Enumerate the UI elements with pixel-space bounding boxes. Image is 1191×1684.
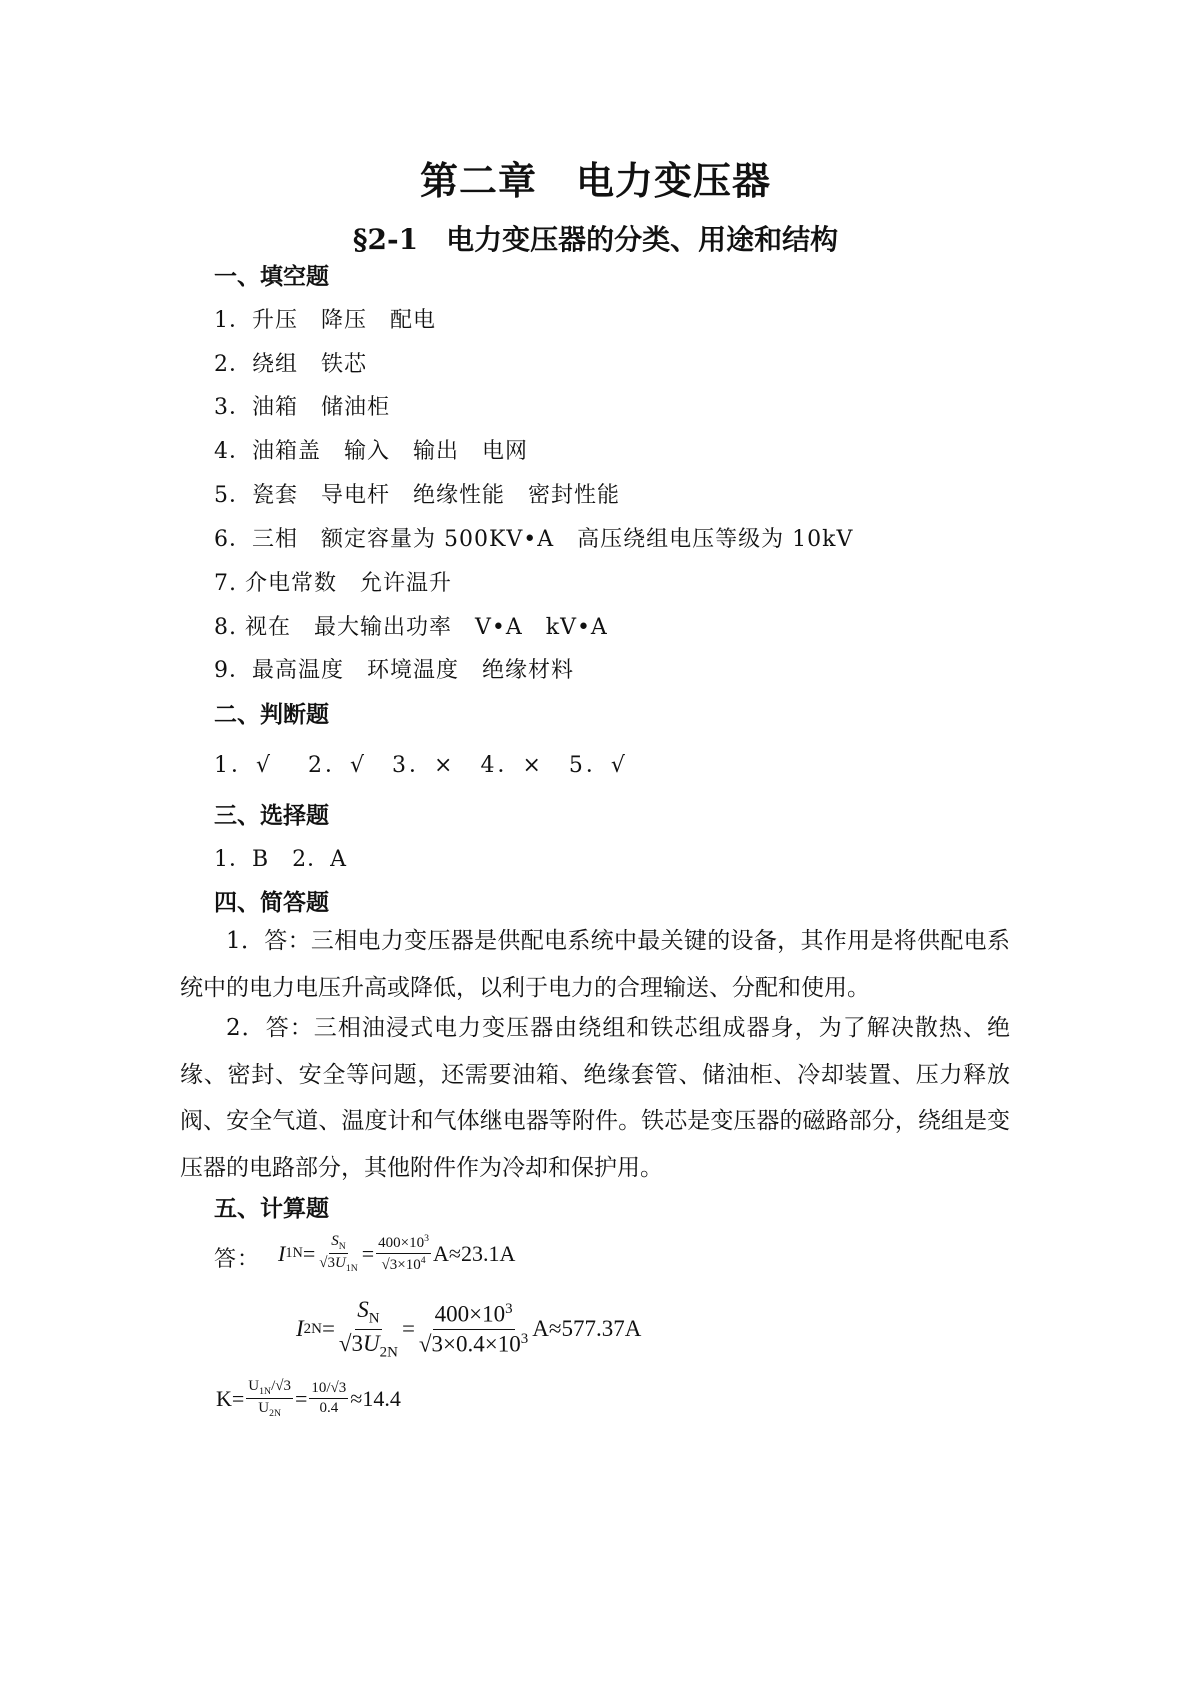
- eq1-den1-var: U: [334, 1255, 346, 1271]
- eq2-den1-var: U: [363, 1330, 380, 1356]
- eq2-num1: S: [357, 1297, 369, 1322]
- equation-i2n: [296, 1297, 641, 1361]
- fill-blank-item: 6．三相 额定容量为 500KV•A 高压绕组电压等级为 10kV: [214, 527, 854, 552]
- eq1-num2: 400×10: [378, 1235, 425, 1251]
- multiple-choice-heading: 三、选择题: [214, 802, 329, 829]
- eq3-lhs: K=: [216, 1385, 245, 1411]
- eq1-den1-sub: 1N: [345, 1263, 358, 1274]
- fill-blank-item: 1．升压 降压 配电: [214, 308, 436, 333]
- fill-blank-item: 5．瓷套 导电杆 绝缘性能 密封性能: [214, 483, 620, 508]
- eq3-fraction-symbolic: [246, 1378, 293, 1419]
- calculation-heading: 五、计算题: [214, 1195, 329, 1222]
- eq2-result: A≈577.37A: [532, 1316, 642, 1342]
- eq1-result: A≈23.1A: [433, 1240, 516, 1266]
- eq1-fraction-symbolic: [317, 1233, 360, 1274]
- fill-blank-heading: 一、填空题: [214, 263, 329, 290]
- eq1-num1-sub: N: [338, 1241, 346, 1252]
- fill-blank-item: 8. 视在 最大输出功率 V•A kV•A: [214, 615, 608, 640]
- multiple-choice-answers: 1．B 2．A: [214, 847, 348, 872]
- eq1-num1: S: [331, 1233, 339, 1249]
- fill-blank-item: 3．油箱 储油柜: [214, 395, 390, 420]
- eq1-equals-2: =: [361, 1240, 375, 1266]
- fill-blank-item: 2．绕组 铁芯: [214, 352, 367, 377]
- chapter-title: 第二章 电力变压器: [419, 158, 771, 203]
- fill-blank-item: 9．最高温度 环境温度 绝缘材料: [214, 658, 574, 683]
- section-title: §2-1 电力变压器的分类、用途和结构: [352, 223, 839, 256]
- fill-blank-item: 7. 介电常数 允许温升: [214, 571, 452, 596]
- eq2-lhs: I: [296, 1316, 304, 1342]
- eq3-den2: 0.4: [319, 1400, 339, 1416]
- short-answer-2: 2．答：三相油浸式电力变压器由绕组和铁芯组成器身，为了解决散热、绝缘、密封、安全等问题，还需要油箱、绝缘套管、储油柜、冷却装置、压力释放阀、安全气道、温度计和气体继电器等附件。铁芯是变压器的磁路部分，绕组是变压器的电路部分，其他附件作为冷却和保护用。: [180, 1015, 1010, 1181]
- eq1-fraction-numeric: [376, 1233, 431, 1274]
- eq2-num2-sup: 3: [505, 1300, 513, 1317]
- equation-i1n: [278, 1233, 515, 1274]
- eq2-fraction-symbolic: [337, 1297, 400, 1361]
- eq3-num1-tail: /√3: [271, 1378, 291, 1394]
- eq1-equals: =: [302, 1240, 316, 1266]
- eq2-num1-sub: N: [368, 1310, 380, 1327]
- eq3-fraction-numeric: [309, 1380, 348, 1417]
- true-false-answers: 1．√ 2．√ 3．× 4．× 5．√: [214, 753, 628, 778]
- eq2-den2-sup: 3: [520, 1330, 529, 1347]
- eq1-den2: √3×10: [381, 1257, 421, 1273]
- true-false-heading: 二、判断题: [214, 701, 329, 728]
- short-answer-heading: 四、简答题: [214, 889, 329, 916]
- eq1-lhs: I: [278, 1240, 286, 1266]
- eq3-num1: U: [248, 1378, 260, 1394]
- equation-k: [216, 1378, 401, 1419]
- eq2-equals: =: [321, 1316, 335, 1342]
- eq1-den2-sup: 4: [420, 1255, 426, 1266]
- eq3-result: ≈14.4: [350, 1385, 401, 1411]
- eq3-den1: U: [258, 1400, 270, 1416]
- fill-blank-item: 4．油箱盖 输入 输出 电网: [214, 439, 528, 464]
- eq2-lhs-sub: 2N: [303, 1320, 322, 1337]
- short-answer-1: 1．答：三相电力变压器是供配电系统中最关键的设备，其作用是将供配电系统中的电力电压升高或降低，以利于电力的合理输送、分配和使用。: [180, 928, 1010, 1001]
- eq3-equals: =: [294, 1385, 308, 1411]
- eq1-lhs-sub: 1N: [285, 1245, 303, 1261]
- eq2-num2: 400×10: [434, 1301, 506, 1327]
- eq2-den2: √3×0.4×10: [418, 1331, 521, 1357]
- eq3-num2: 10/√3: [309, 1380, 348, 1399]
- answer-label: 答：: [214, 1247, 261, 1272]
- eq3-den1-sub: 2N: [269, 1408, 282, 1419]
- eq1-den1-root: √3: [319, 1255, 335, 1271]
- eq2-equals-2: =: [401, 1316, 415, 1342]
- eq2-fraction-numeric: [417, 1301, 530, 1357]
- eq1-num2-sup: 3: [424, 1233, 429, 1244]
- eq2-den1-sub: 2N: [379, 1344, 398, 1361]
- eq2-den1-root: √3: [338, 1330, 364, 1356]
- eq3-num1-sub: 1N: [259, 1386, 272, 1397]
